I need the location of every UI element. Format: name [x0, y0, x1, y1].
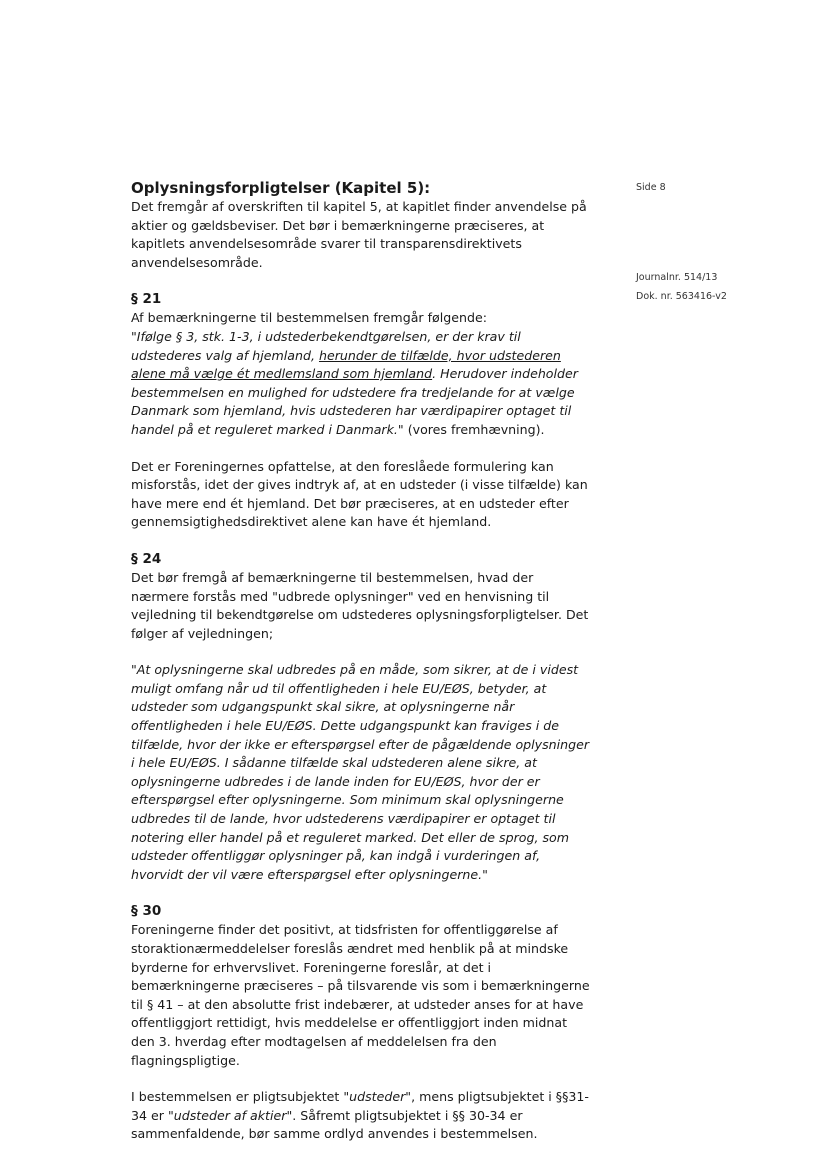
section-21-title: § 21 [131, 291, 162, 308]
section-24-paragraph: Det bør fremgå af bemærkningerne til bestemmelsen, hvad der nærmere forstås med "udbrede oplysninger" ved en henvisning til vejledning til bekendtgørelse om udstederes oplysningsforpligtelser. Det følger af vejledningen; [131, 569, 589, 641]
section-21-paragraph: Det er Foreningernes opfattelse, at den foreslåede formulering kan misforstås, idet der gives indtryk af, at en udsteder (i visse tilfælde) kan have mere end ét hjemland. Det bør præciseres, at en udsteder efter gennemsigtighedsdirektivet alene kan have ét hjemland. [131, 458, 588, 530]
main-text [131, 178, 591, 1144]
text-run: ". Såfremt pligtsubjektet i §§ 30-34 er sammenfaldende, bør samme ordlyd anvendes i bestemmelsen. [131, 1107, 538, 1142]
quote-underlined: herunder de tilfælde, hvor udstederen alene må vælge ét medlemsland som hjemland [131, 347, 561, 382]
text-run: ", mens pligtsubjektet i §§31-34 er " [131, 1089, 589, 1123]
quote-part-2: . Herudover indeholder bestemmelsen en mulighed for udstedere fra tredjelande for at vælge Danmark som hjemland, hvis udstederen har værdipapirer optaget til handel på et reguleret marked i Danmark." [131, 366, 578, 437]
section-heading: Oplysningsforpligtelser (Kapitel 5): [131, 179, 431, 197]
section-24-quote: "At oplysningerne skal udbredes på en måde, som sikrer, at de i videst muligt omfang når ud til offentligheden i hele EU/EØS, betyder, at udsteder som udgangspunkt skal sikre, at oplysningerne når offentligheden i hele EU/EØS. Dette udgangspunkt kan fraviges i de tilfælde, hvor der ikke er efterspørgsel efter de pågældende oplysninger i hele EU/EØS. I sådanne tilfælde skal udstederen alene sikre, at oplysningerne udbredes i de lande inden for EU/EØS, hvor der er efterspørgsel efter oplysningerne. Som minimum skal oplysningerne udbredes til de lande, hvor udstederens værdipapirer er optaget til notering eller handel på et reguleret marked. Det eller de sprog, som udsteder offentliggør oplysninger på, kan indgå i vurderingen af, hvorvidt der vil være efterspørgsel efter oplysningerne." [131, 662, 590, 882]
section-24-title: § 24 [131, 550, 162, 567]
journal-number: Journalnr. 514/13 [636, 272, 718, 283]
page-number: Side 8 [636, 182, 666, 193]
section-30-subject-paragraph [131, 1088, 591, 1144]
section-30-paragraph: Foreningerne finder det positivt, at tidsfristen for offentliggørelse af storaktionærmeddelelser foreslås ændret med henblik på at mindske byrderne for erhvervslivet. Foreningerne foreslår, at det i bemærkningerne præciseres – på tilsvarende vis som i bemærkningerne til § 41 – at den absolutte frist indebærer, at udsteder anses for at have offentliggjort rettidigt, hvis meddelelse er offentliggjort inden midnat den 3. hverdag efter modtagelsen af meddelelsen fra den flagningspligtige. [131, 922, 590, 1068]
section-21-lead: Af bemærkningerne til bestemmelsen fremgår følgende: [131, 310, 487, 326]
document-number: Dok. nr. 563416-v2 [636, 291, 727, 302]
quote-part-1: "Ifølge § 3, stk. 1-3, i udstederbekendtgørelsen, er der krav til udstederes valg af hjemland, [131, 328, 521, 363]
quote-emphasis-note: (vores fremhævning). [403, 421, 545, 437]
italic-term: udsteder [349, 1089, 406, 1105]
section-21-quote [131, 328, 591, 440]
intro-paragraph: Det fremgår af overskriften til kapitel 5, at kapitlet finder anvendelse på aktier og gældsbeviser. Det bør i bemærkningerne præciseres, at kapitlets anvendelsesområde svarer til transparensdirektivets anvendelsesområde. [131, 199, 587, 270]
text-run: I bestemmelsen er pligtsubjektet " [131, 1089, 350, 1105]
italic-term: udsteder af aktier [173, 1107, 287, 1123]
section-30-title: § 30 [131, 903, 162, 920]
